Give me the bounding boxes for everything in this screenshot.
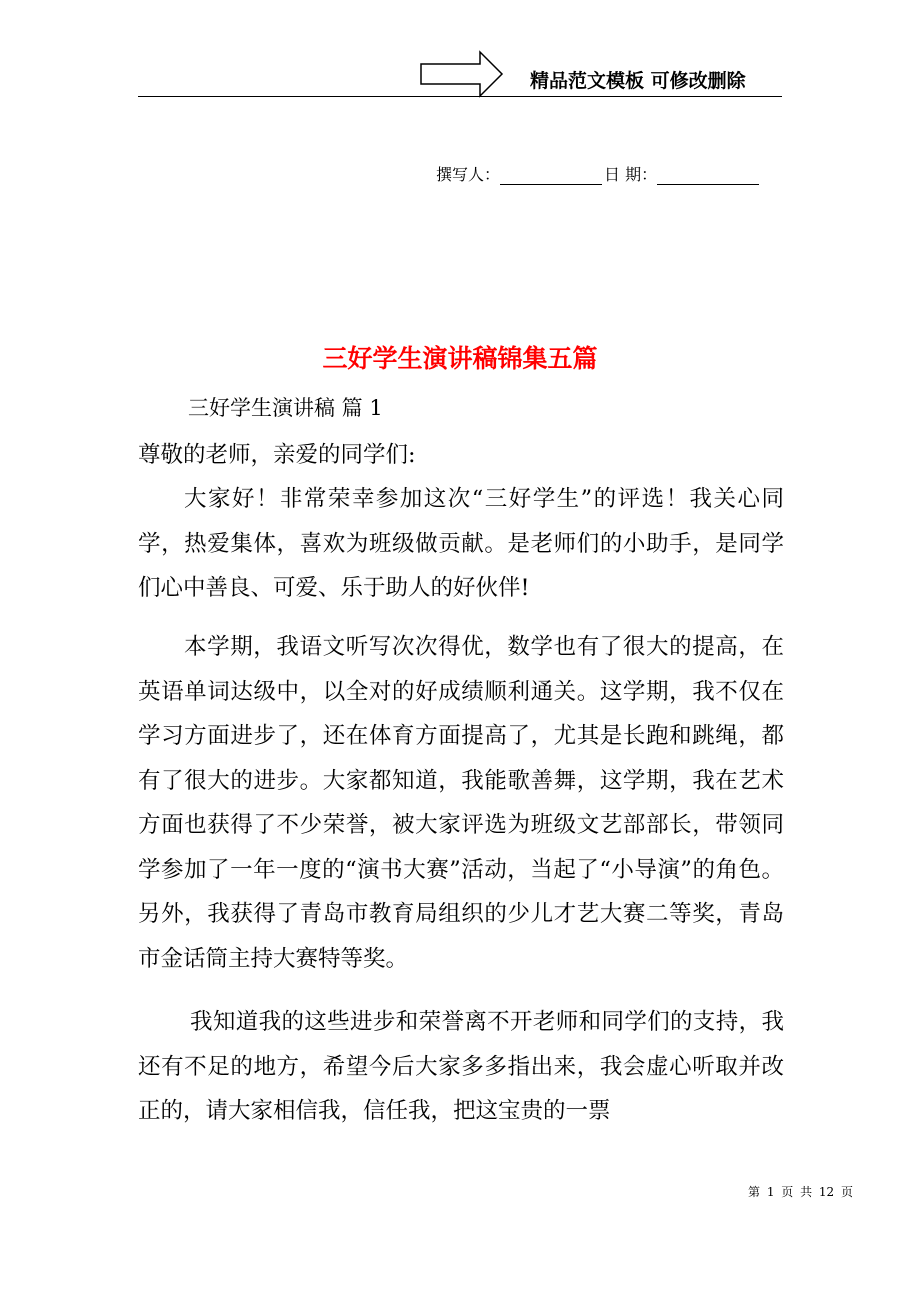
author-date-line bbox=[436, 162, 761, 185]
header-divider bbox=[138, 96, 782, 97]
body-paragraph: 我知道我的这些进步和荣誉离不开老师和同学们的支持，我还有不足的地方，希望今后大家多多指出来，我会虚心听取并改正的，请大家相信我，信任我，把这宝贵的一票 bbox=[138, 1009, 784, 1124]
author-label: 撰写人： bbox=[436, 165, 501, 184]
template-banner-text: 精品范文模板 可修改删除 bbox=[530, 70, 746, 92]
right-arrow-outline-icon bbox=[420, 50, 504, 98]
date-blank-field bbox=[657, 166, 759, 185]
body-paragraph: 大家好！非常荣幸参加这次“三好学生”的评选！我关心同学，热爱集体，喜欢为班级做贡献。是老师们的小助手，是同学们心中善良、可爱、乐于助人的好伙伴! bbox=[138, 486, 784, 601]
date-label: 日 期： bbox=[604, 165, 658, 184]
body-paragraph: 本学期，我语文听写次次得优，数学也有了很大的提高，在英语单词达级中，以全对的好成绩顺利通关。这学期，我不仅在学习方面进步了，还在体育方面提高了，尤其是长跑和跳绳，都有了很大的进步。大家都知道，我能歌善舞，这学期，我在艺术方面也获得了不少荣誉，被大家评选为班级文艺部部长，带领同学参加了一年一度的“演书大赛”活动，当起了“小导演”的角色。另外，我获得了青岛市教育局组织的少儿才艺大赛二等奖，青岛市金话筒主持大赛特等奖。 bbox=[138, 634, 784, 972]
page-number: 第 1 页 共 12 页 bbox=[748, 1185, 853, 1199]
section-heading: 三好学生演讲稿 篇 1 bbox=[188, 396, 383, 420]
document-title: 三好学生演讲稿锦集五篇 bbox=[322, 344, 598, 373]
greeting-line: 尊敬的老师，亲爱的同学们: bbox=[138, 442, 416, 468]
author-blank-field bbox=[500, 166, 602, 185]
